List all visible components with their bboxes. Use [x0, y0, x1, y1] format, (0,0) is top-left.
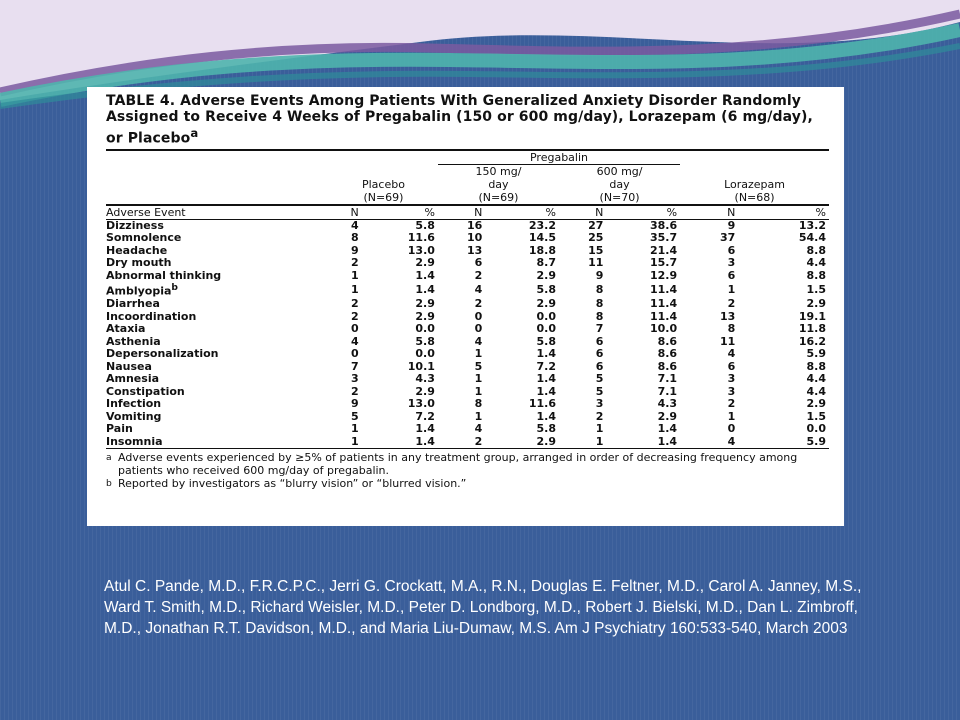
percent-cell: 18.8 [528, 243, 556, 257]
table-row [106, 270, 829, 283]
count-cell: 0 [351, 322, 359, 336]
adverse-event-cell: Amnesia [106, 372, 160, 386]
table-row [106, 436, 829, 449]
count-cell: 11 [720, 334, 736, 348]
percent-cell: 8.8 [806, 243, 826, 257]
count-cell: 5 [474, 359, 483, 373]
percent-cell: 2.9 [536, 268, 556, 282]
table-row [106, 245, 829, 258]
count-cell: 1 [351, 268, 359, 282]
percent-cell: 7.1 [657, 372, 678, 386]
count-cell: 10 [466, 231, 483, 245]
count-cell: 2 [595, 409, 604, 423]
count-cell: 13 [720, 309, 736, 323]
adverse-event-cell: Asthenia [106, 334, 161, 348]
percent-cell: 7.1 [657, 384, 678, 398]
count-cell: 8 [595, 297, 604, 311]
count-cell: 25 [588, 231, 604, 245]
adverse-events-table-figure [87, 87, 844, 526]
pregabalin-600-header: 600 mg/ day (N=70) [596, 164, 643, 204]
adverse-event-cell: Headache [106, 243, 168, 257]
percent-cell: 2.9 [415, 384, 435, 398]
count-cell: 3 [351, 372, 359, 386]
count-cell: 1 [474, 384, 483, 398]
count-cell: 4 [474, 334, 483, 348]
count-cell: 3 [727, 256, 736, 270]
percent-cell: 1.4 [415, 282, 435, 296]
count-cell: 9 [351, 243, 359, 257]
percent-cell: 5.8 [536, 422, 556, 436]
percent-cell: 8.6 [657, 347, 678, 361]
adverse-event-cell: Ataxia [106, 322, 146, 336]
percent-cell: 1.4 [536, 409, 556, 423]
count-cell: 4 [474, 422, 483, 436]
footnote-text: Adverse events experienced by ≥5% of patients in any treatment group, arranged in order of decreasing frequency among patients who received 600 mg/day of pregabalin. [118, 451, 798, 478]
count-cell: 1 [595, 422, 604, 436]
count-cell: 9 [727, 218, 736, 232]
adverse-event-cell: Incoordination [106, 309, 197, 323]
count-cell: 16 [466, 218, 483, 232]
count-cell: 6 [727, 268, 736, 282]
percent-cell: 2.9 [415, 309, 435, 323]
footnote-text: Reported by investigators as “blurry vision” or “blurred vision.” [118, 477, 467, 491]
count-cell: 3 [727, 372, 736, 386]
percent-cell: 0.0 [536, 309, 556, 323]
count-cell: 1 [727, 409, 736, 423]
count-cell: 2 [474, 297, 483, 311]
percent-cell: 13.0 [407, 243, 435, 257]
table-row [106, 373, 829, 386]
percent-cell: 1.5 [806, 409, 826, 423]
count-cell: 6 [727, 243, 736, 257]
percent-cell: 4.3 [657, 397, 678, 411]
n-column-header: N [329, 205, 362, 220]
count-cell: 8 [474, 397, 483, 411]
count-cell: 8 [351, 231, 359, 245]
percent-cell: 5.8 [415, 218, 435, 232]
count-cell: 2 [727, 397, 736, 411]
count-cell: 5 [351, 409, 359, 423]
percent-cell: 2.9 [485, 436, 559, 449]
pct-column-header: % [738, 205, 829, 220]
percent-cell: 21.4 [649, 243, 678, 257]
table-row [106, 298, 829, 311]
count-cell: 1 [474, 372, 483, 386]
n-column-header: N [559, 205, 606, 220]
count-cell: 9 [595, 268, 604, 282]
count-cell: 1 [559, 436, 606, 449]
percent-cell: 1.4 [657, 422, 678, 436]
count-cell: 6 [595, 334, 604, 348]
percent-cell: 2.9 [806, 297, 826, 311]
adverse-events-table [106, 149, 829, 450]
table-row [106, 282, 829, 298]
percent-cell: 5.9 [738, 436, 829, 449]
percent-cell: 5.8 [415, 334, 435, 348]
adverse-event-cell: Pain [106, 422, 133, 436]
percent-cell: 11.4 [649, 282, 678, 296]
count-cell: 6 [727, 359, 736, 373]
count-cell: 15 [588, 243, 604, 257]
count-cell: 4 [474, 282, 483, 296]
percent-cell: 4.4 [806, 372, 826, 386]
table-title: TABLE 4. Adverse Events Among Patients With Generalized Anxiety Disorder Randomly Assigned to Receive 4 Weeks of Pregabalin (150 or 600 mg/day), Lorazepam (6 mg/day), or Placebo$^a$ [106, 93, 813, 147]
adverse-event-cell: Infection [106, 397, 162, 411]
percent-cell: 1.4 [536, 372, 556, 386]
percent-cell: 1.4 [536, 347, 556, 361]
percent-cell: 11.6 [407, 231, 435, 245]
count-cell: 7 [351, 359, 359, 373]
table-row [106, 361, 829, 374]
count-cell: 6 [595, 347, 604, 361]
footnote [106, 451, 829, 477]
percent-cell: 1.4 [536, 384, 556, 398]
count-cell: 8 [727, 322, 736, 336]
n-column-header: N [438, 205, 485, 220]
percent-cell: 4.3 [415, 372, 435, 386]
percent-cell: 8.6 [657, 334, 678, 348]
percent-cell: 8.8 [806, 359, 826, 373]
count-cell: 4 [351, 218, 359, 232]
n-column-header: N [680, 205, 738, 220]
percent-cell: 7.2 [415, 409, 435, 423]
percent-cell: 0.0 [415, 347, 435, 361]
lorazepam-header: Lorazepam (N=68) [724, 177, 785, 204]
table-row [106, 311, 829, 324]
percent-cell: 5.8 [536, 282, 556, 296]
count-cell: 1 [329, 436, 362, 449]
adverse-event-column-header: Adverse Event [106, 205, 329, 220]
table-row [106, 423, 829, 436]
count-cell: 8 [595, 309, 604, 323]
percent-cell: 14.5 [528, 231, 556, 245]
percent-cell: 54.4 [798, 231, 826, 245]
percent-cell: 16.2 [798, 334, 826, 348]
percent-cell: 4.4 [806, 256, 826, 270]
count-cell: 7 [595, 322, 604, 336]
pregabalin-group-header: Pregabalin [438, 150, 680, 165]
percent-cell: 2.9 [806, 397, 826, 411]
percent-cell: 38.6 [649, 218, 678, 232]
percent-cell: 13.0 [407, 397, 435, 411]
percent-cell: 10.1 [407, 359, 435, 373]
pct-column-header: % [362, 205, 438, 220]
percent-cell: 0.0 [415, 322, 435, 336]
footnote-mark: b [106, 478, 112, 490]
citation-caption: Atul C. Pande, M.D., F.R.C.P.C., Jerri G. Crockatt, M.A., R.N., Douglas E. Feltner, M.D., Carol A. Janney, M.S., Ward T. Smith, M.D., Richard Weisler, M.D., Peter D. Londborg, M.D., Robert J. Bielski, M.D., Dan L. Zimbroff, M.D., Jonathan R.T. Davidson, M.D., and Maria Liu-Dumaw, M.S. Am J Psychiatry 160:533-540, March 2003 [104, 578, 862, 637]
percent-cell: 2.9 [415, 256, 435, 270]
table-row [106, 348, 829, 361]
count-cell: 0 [727, 422, 736, 436]
percent-cell: 15.7 [649, 256, 678, 270]
percent-cell: 1.4 [415, 422, 435, 436]
table-row [106, 411, 829, 424]
count-cell: 2 [727, 297, 736, 311]
count-cell: 11 [588, 256, 604, 270]
percent-cell: 0.0 [536, 322, 556, 336]
percent-cell: 11.4 [649, 309, 678, 323]
count-cell: 1 [727, 282, 736, 296]
count-cell: 0 [351, 347, 359, 361]
adverse-event-cell: Constipation [106, 384, 185, 398]
percent-cell: 8.6 [657, 359, 678, 373]
footnote-mark: a [106, 452, 112, 464]
percent-cell: 1.5 [806, 282, 826, 296]
count-cell: 1 [474, 347, 483, 361]
adverse-event-cell: Abnormal thinking [106, 268, 222, 282]
title-footnote-mark: a [190, 126, 199, 140]
count-cell: 0 [474, 322, 483, 336]
table-row [106, 323, 829, 336]
percent-cell: 23.2 [528, 218, 556, 232]
count-cell: 2 [351, 297, 359, 311]
count-cell: 4 [727, 347, 736, 361]
percent-cell: 2.9 [415, 297, 435, 311]
count-cell: 2 [438, 436, 485, 449]
percent-cell: 11.4 [649, 297, 678, 311]
adverse-event-cell: Depersonalization [106, 347, 219, 361]
percent-cell: 19.1 [798, 309, 826, 323]
adverse-event-cell: Nausea [106, 359, 152, 373]
footnote [106, 477, 829, 490]
count-cell: 1 [351, 282, 359, 296]
adverse-event-cell: Vomiting [106, 409, 162, 423]
percent-cell: 5.8 [536, 334, 556, 348]
table-row [106, 398, 829, 411]
count-cell: 8 [595, 282, 604, 296]
percent-cell: 35.7 [649, 231, 678, 245]
count-cell: 6 [474, 256, 483, 270]
percent-cell: 4.4 [806, 384, 826, 398]
percent-cell: 8.8 [806, 268, 826, 282]
percent-cell: 0.0 [806, 422, 826, 436]
count-cell: 37 [720, 231, 736, 245]
count-cell: 0 [474, 309, 483, 323]
percent-cell: 10.0 [649, 322, 678, 336]
percent-cell: 1.4 [362, 436, 438, 449]
percent-cell: 12.9 [649, 268, 678, 282]
placebo-header: Placebo (N=69) [361, 177, 405, 204]
percent-cell: 1.4 [606, 436, 680, 449]
pregabalin-150-header: 150 mg/ day (N=69) [475, 164, 522, 204]
adverse-event-cell: Dizziness [106, 218, 164, 232]
percent-cell: 2.9 [657, 409, 678, 423]
percent-cell: 11.8 [798, 322, 826, 336]
count-cell: 13 [466, 243, 483, 257]
table-footnotes [106, 451, 829, 490]
percent-cell: 2.9 [536, 297, 556, 311]
count-cell: 3 [727, 384, 736, 398]
count-cell: 4 [680, 436, 738, 449]
adverse-event-cell: Dry mouth [106, 256, 172, 270]
count-cell: 3 [595, 397, 604, 411]
count-cell: 4 [351, 334, 359, 348]
count-cell: 5 [595, 384, 604, 398]
percent-cell: 1.4 [415, 268, 435, 282]
table-row [106, 386, 829, 399]
count-cell: 1 [351, 422, 359, 436]
count-cell: 2 [351, 256, 359, 270]
pct-column-header: % [485, 205, 559, 220]
adverse-event-cell: Somnolence [106, 231, 182, 245]
percent-cell: 11.6 [528, 397, 556, 411]
pct-column-header: % [606, 205, 680, 220]
count-cell: 2 [351, 309, 359, 323]
count-cell: 1 [474, 409, 483, 423]
count-cell: 2 [351, 384, 359, 398]
percent-cell: 5.9 [806, 347, 826, 361]
count-cell: 2 [474, 268, 483, 282]
footnote-mark: b [171, 282, 178, 294]
adverse-event-cell: Insomnia [106, 436, 329, 449]
table-row [106, 232, 829, 245]
count-cell: 27 [588, 218, 604, 232]
percent-cell: 7.2 [536, 359, 556, 373]
adverse-event-cell: Amblyopia$^b$ [106, 282, 178, 298]
adverse-event-cell: Diarrhea [106, 297, 160, 311]
percent-cell: 8.7 [536, 256, 556, 270]
count-cell: 6 [595, 359, 604, 373]
count-cell: 5 [595, 372, 604, 386]
percent-cell: 13.2 [798, 218, 826, 232]
count-cell: 9 [351, 397, 359, 411]
